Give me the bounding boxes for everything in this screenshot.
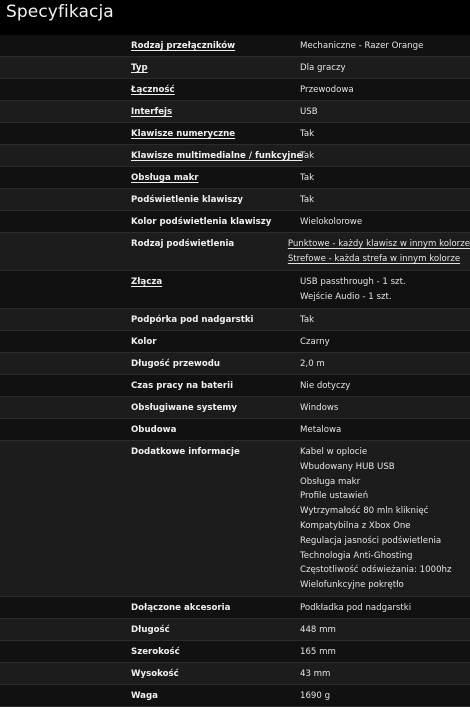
spec-value [300,271,470,308]
spec-label[interactable]: Klawisze numeryczne [131,129,236,139]
spec-value-line: Tak [300,151,315,161]
spec-value-line: Wielofunkcyjne pokrętło [300,580,404,591]
spec-label[interactable]: Rodzaj przełączników [131,41,236,51]
spec-value-line: 1690 g [300,691,331,701]
spec-value-line: Czarny [300,337,330,347]
spec-value [300,57,470,78]
spec-row [0,331,470,353]
spec-label[interactable]: Obsługa makr [131,173,199,183]
spec-value [300,123,470,144]
spec-label: Długość [131,625,170,635]
spec-row [0,211,470,233]
spec-table [0,35,470,707]
spec-label: Podpórka pod nadgarstki [131,315,254,325]
spec-row [0,233,470,271]
spec-label[interactable]: Interfejs [131,107,173,117]
spec-value-line: Tak [300,129,315,139]
spec-label: Rodzaj podświetlenia [131,239,235,249]
spec-value [300,211,470,232]
spec-row [0,101,470,123]
spec-row [0,145,470,167]
spec-label[interactable]: Złącza [131,277,163,287]
spec-row [0,189,470,211]
spec-label: Dołączone akcesoria [131,603,231,613]
spec-row [0,619,470,641]
spec-value-line: Wytrzymałość 80 mln kliknięć [300,506,429,517]
spec-label: Obsługiwane systemy [131,403,237,413]
spec-label: Obudowa [131,425,177,435]
spec-row [0,441,470,597]
spec-value-line: Profile ustawień [300,491,369,502]
spec-label: Kolor [131,337,157,347]
spec-row [0,641,470,663]
spec-row [0,57,470,79]
spec-value-line[interactable]: Strefowe - każda strefa w innym kolorze [287,253,461,264]
spec-value [300,189,470,210]
spec-value [300,331,470,352]
spec-value [300,419,470,440]
spec-row [0,663,470,685]
spec-value [300,145,470,166]
spec-value-line: 43 mm [300,669,331,679]
spec-value-line: Dla graczy [300,63,346,73]
spec-value [300,597,470,618]
spec-value [300,397,470,418]
spec-value [300,353,470,374]
spec-value-line: 2,0 m [300,359,325,369]
spec-value-line: Tak [300,173,315,183]
spec-value [300,309,470,330]
spec-label[interactable]: Łączność [131,85,175,95]
spec-value-line: Obsługa makr [300,476,361,487]
spec-value-line: Kompatybilna z Xbox One [300,520,411,531]
spec-value-line: 165 mm [300,647,336,657]
spec-row [0,271,470,309]
spec-value [300,375,470,396]
spec-value [300,35,470,56]
spec-row [0,309,470,331]
spec-label[interactable]: Typ [131,63,148,73]
spec-value [300,79,470,100]
spec-value-line: Podkładka pod nadgarstki [300,603,412,613]
spec-value-line: Technologia Anti-Ghosting [300,550,413,561]
spec-value [300,685,470,706]
spec-row [0,419,470,441]
spec-value [300,663,470,684]
spec-label: Dodatkowe informacje [131,447,240,457]
spec-label: Czas pracy na baterii [131,381,234,391]
spec-value [300,167,470,188]
spec-row [0,167,470,189]
spec-row [0,79,470,101]
spec-value-line: Tak [300,195,315,205]
spec-label: Waga [131,691,158,701]
spec-value-line: Tak [300,315,315,325]
spec-row [0,353,470,375]
spec-value-line: Kabel w oplocie [300,447,368,457]
spec-value [300,619,470,640]
spec-value-line: USB [300,107,318,117]
spec-label: Podświetlenie klawiszy [131,195,244,205]
spec-value-line: Regulacja jasności podświetlenia [300,535,442,546]
spec-value-line: Metalowa [300,425,342,435]
spec-value-line: 448 mm [300,625,336,635]
spec-row [0,685,470,707]
spec-row [0,123,470,145]
spec-value-line[interactable]: Punktowe - każdy klawisz w innym kolorze [287,239,470,249]
spec-value-line: Wejście Audio - 1 szt. [300,291,392,302]
spec-row [0,397,470,419]
spec-row [0,597,470,619]
spec-label[interactable]: Klawisze multimedialne / funkcyjne [131,151,303,161]
spec-value [288,233,470,270]
spec-label: Kolor podświetlenia klawiszy [131,217,272,227]
spec-row [0,375,470,397]
spec-label: Szerokość [131,647,180,657]
spec-value-line: Mechaniczne - Razer Orange [300,41,424,51]
spec-label: Długość przewodu [131,359,221,369]
spec-value [300,641,470,662]
spec-value-line: Wbudowany HUB USB [300,461,395,472]
spec-value [300,101,470,122]
spec-value-line: Częstotliwość odświeżania: 1000hz [300,565,452,576]
spec-value-line: Przewodowa [300,85,354,95]
spec-value-line: Wielokolorowe [300,217,363,227]
spec-label: Wysokość [131,669,179,679]
spec-value [300,441,470,596]
spec-value-line: Windows [300,403,339,413]
spec-value-line: USB passthrough - 1 szt. [300,277,406,287]
spec-row [0,35,470,57]
page-title: Specyfikacja [6,2,114,22]
spec-value-line: Nie dotyczy [300,381,351,391]
